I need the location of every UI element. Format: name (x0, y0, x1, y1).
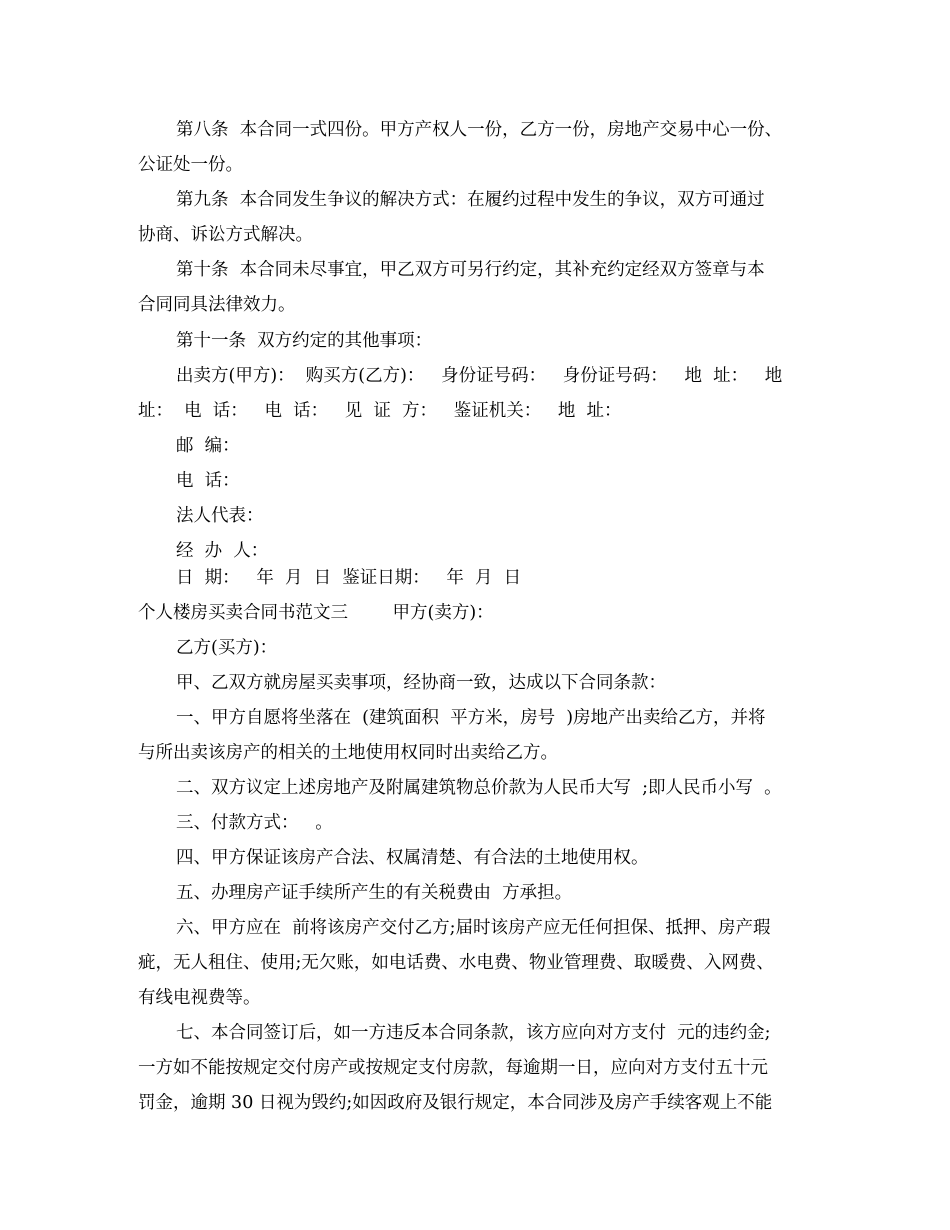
term-5: 五、办理房产证手续所产生的有关税费由 方承担。 (176, 883, 573, 903)
term-3: 三、付款方式： 。 (176, 813, 333, 833)
section-title: 个人楼房买卖合同书范文三 甲方(卖方)： (138, 603, 494, 623)
term-2: 二、双方议定上述房地产及附属建筑物总价款为人民币大写 ;即人民币小写 。 (176, 778, 782, 798)
term-4: 四、甲方保证该房产合法、权属清楚、有合法的土地使用权。 (176, 848, 649, 868)
term-6-line-3: 有线电视费等。 (138, 988, 261, 1008)
term-7-line-2: 一方如不能按规定交付房产或按规定支付房款，每逾期一日，应向对方支付五十元 (138, 1058, 768, 1078)
clause-8-line-2: 公证处一份。 (138, 155, 243, 175)
clause-11-heading: 第十一条 双方约定的其他事项： (176, 331, 433, 351)
date-fields: 日 期： 年 月 日 鉴证日期： 年 月 日 (176, 568, 522, 588)
clause-8-line-1: 第八条 本合同一式四份。甲方产权人一份，乙方一份，房地产交易中心一份、 (176, 120, 783, 140)
clause-9-line-2: 协商、诉讼方式解决。 (138, 225, 313, 245)
term-7-line-3: 罚金，逾期 30 日视为毁约;如因政府及银行规定，本合同涉及房产手续客观上不能 (138, 1093, 773, 1113)
clause-10-line-2: 合同同具法律效力。 (138, 295, 296, 315)
postal-code-field: 邮 编： (176, 436, 240, 456)
term-1-line-1: 一、甲方自愿将坐落在 (建筑面积 平方米，房号 )房地产出卖给乙方，并将 (176, 708, 766, 728)
signature-fields-line-1: 出卖方(甲方)： 购买方(乙方)： 身份证号码： 身份证号码： 地 址： 地 (176, 366, 783, 386)
clause-10-line-1: 第十条 本合同未尽事宜，甲乙双方可另行约定，其补充约定经双方签章与本 (176, 260, 765, 280)
clause-9-line-1: 第九条 本合同发生争议的解决方式：在履约过程中发生的争议，双方可通过 (176, 190, 765, 210)
handler-field: 经 办 人： (176, 541, 269, 561)
phone-field: 电 话： (176, 471, 240, 491)
legal-rep-field: 法人代表： (176, 506, 264, 526)
term-1-line-2: 与所出卖该房产的相关的土地使用权同时出卖给乙方。 (138, 743, 558, 763)
party-b-line: 乙方(买方)： (176, 638, 278, 658)
signature-fields-line-2: 址： 电 话： 电 话： 见 证 方： 鉴证机关： 地 址： (138, 401, 622, 421)
term-6-line-1: 六、甲方应在 前将该房产交付乙方;届时该房产应无任何担保、抵押、房产瑕 (176, 918, 771, 938)
term-6-line-2: 疵，无人租住、使用;无欠账，如电话费、水电费、物业管理费、取暖费、入网费、 (138, 953, 774, 973)
agreement-intro: 甲、乙双方就房屋买卖事项，经协商一致，达成以下合同条款： (176, 673, 666, 693)
term-7-line-1: 七、本合同签订后，如一方违反本合同条款，该方应向对方支付 元的违约金; (176, 1023, 771, 1043)
